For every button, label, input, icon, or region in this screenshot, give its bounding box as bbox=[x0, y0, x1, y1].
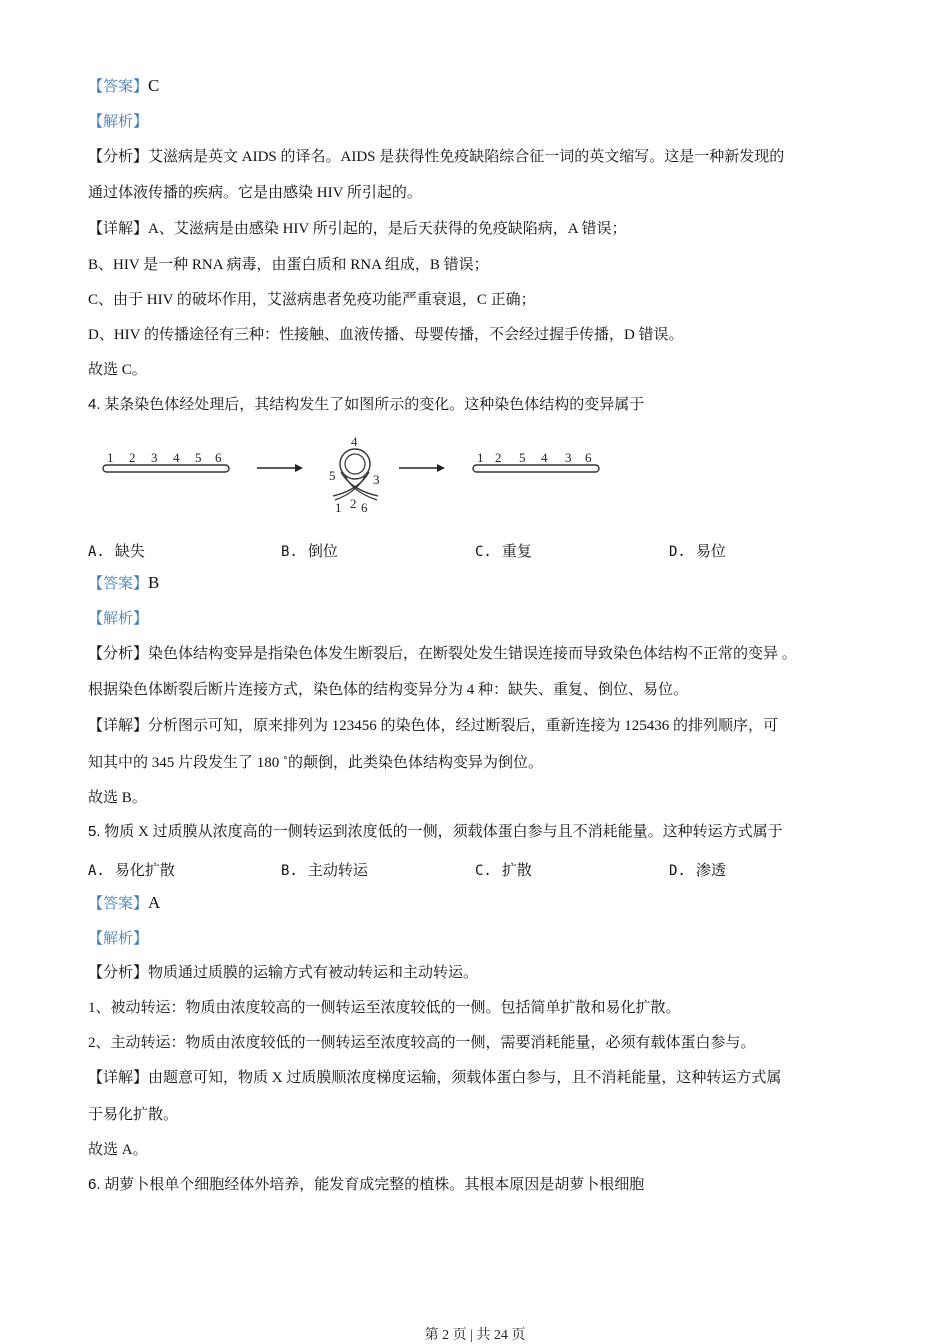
orig-label-3: 3 bbox=[151, 450, 158, 465]
q5-option-c[interactable]: C. 扩散 bbox=[475, 863, 532, 879]
q4-answer-line bbox=[88, 573, 159, 594]
q3-answer-line bbox=[88, 76, 159, 97]
loop-inner bbox=[345, 454, 365, 474]
q5-analysis-tag: 【解析】 bbox=[88, 931, 149, 947]
q4-fenxi-line1: 【分析】染色体结构变异是指染色体发生断裂后，在断裂处发生错误连接而导致染色体结构不正常的变异 。 bbox=[88, 646, 797, 662]
q4-stem: 4. 某条染色体经处理后，其结构发生了如图所示的变化。这种染色体结构的变异属于 bbox=[88, 396, 645, 413]
question-number: 4. bbox=[88, 396, 101, 413]
q3-fenxi-line2: 通过体液传播的疾病。它是由感染 HIV 所引起的。 bbox=[88, 185, 422, 201]
q5-answer-line bbox=[88, 893, 160, 914]
q5-option-a[interactable]: A. 易化扩散 bbox=[88, 863, 175, 879]
result-label-5: 3 bbox=[565, 450, 572, 465]
detail-tag: 【详解】 bbox=[88, 221, 149, 237]
question-number: 6. bbox=[88, 1176, 101, 1193]
q3-fenxi-line1: 【分析】艾滋病是英文 AIDS 的译名。AIDS 是获得性免疫缺陷综合征一词的英文缩写。这是一种新发现的 bbox=[88, 149, 785, 165]
loop-label-left: 5 bbox=[329, 468, 336, 483]
loop-label-top: 4 bbox=[351, 434, 358, 449]
q4-analysis-tag: 【解析】 bbox=[88, 611, 149, 627]
answer-tag: 【答案】 bbox=[88, 576, 149, 592]
orig-label-5: 5 bbox=[195, 450, 202, 465]
q4-option-c[interactable]: C. 重复 bbox=[475, 544, 532, 560]
q4-option-b[interactable]: B. 倒位 bbox=[281, 544, 338, 560]
q3-conclusion: 故选 C。 bbox=[88, 362, 147, 378]
q5-fenxi-point2: 2、主动转运：物质由浓度较低的一侧转运至浓度较高的一侧，需要消耗能量，必须有载体蛋白参与。 bbox=[88, 1035, 756, 1051]
page-footer: 第 2 页 | 共 24 页 bbox=[424, 1328, 526, 1343]
result-label-1: 1 bbox=[477, 450, 484, 465]
original-chromosome bbox=[103, 465, 229, 472]
q5-fenxi-line1: 【分析】物质通过质膜的运输方式有被动转运和主动转运。 bbox=[88, 965, 479, 981]
q3-detail-line4: D、HIV 的传播途径有三种：性接触、血液传播、母婴传播，不会经过握手传播，D 错误。 bbox=[88, 327, 684, 343]
q5-fenxi-point1: 1、被动转运：物质由浓度较高的一侧转运至浓度较低的一侧。包括简单扩散和易化扩散。 bbox=[88, 1000, 681, 1016]
q4-detail-line2: 知其中的 345 片段发生了 180 ˚的颠倒，此类染色体结构变异为倒位。 bbox=[88, 755, 543, 771]
q5-option-b[interactable]: B. 主动转运 bbox=[281, 863, 368, 879]
result-label-2: 2 bbox=[495, 450, 502, 465]
detail-tag: 【详解】 bbox=[88, 1070, 149, 1086]
q3-analysis-tag: 【解析】 bbox=[88, 114, 149, 130]
q5-detail-line2: 于易化扩散。 bbox=[88, 1107, 179, 1123]
chromosome-inversion-figure bbox=[95, 432, 615, 522]
q4-fenxi-line2: 根据染色体断裂后断片连接方式，染色体的结构变异分为 4 种：缺失、重复、倒位、易位。 bbox=[88, 682, 689, 698]
answer-tag: 【答案】 bbox=[88, 896, 149, 912]
loop-label-right: 3 bbox=[373, 472, 380, 487]
fenxi-tag: 【分析】 bbox=[88, 149, 149, 165]
loop-label-bottom-2: 2 bbox=[350, 496, 357, 511]
orig-label-6: 6 bbox=[215, 450, 222, 465]
orig-label-4: 4 bbox=[173, 450, 180, 465]
result-label-6: 6 bbox=[585, 450, 592, 465]
q4-option-d[interactable]: D. 易位 bbox=[669, 544, 726, 560]
answer-value: A bbox=[148, 893, 161, 912]
loop-label-bottom-1: 1 bbox=[335, 500, 342, 515]
q4-detail-line1: 【详解】分析图示可知，原来排列为 123456 的染色体，经过断裂后，重新连接为 125436 的排列顺序，可 bbox=[88, 718, 779, 734]
q5-stem: 5. 物质 X 过质膜从浓度高的一侧转运到浓度低的一侧，须载体蛋白参与且不消耗能量。这种转运方式属于 bbox=[88, 823, 783, 840]
q3-detail-line3: C、由于 HIV 的破坏作用，艾滋病患者免疫功能严重衰退，C 正确； bbox=[88, 292, 536, 308]
detail-tag: 【详解】 bbox=[88, 718, 149, 734]
q3-detail-line1: 【详解】A、艾滋病是由感染 HIV 所引起的，是后天获得的免疫缺陷病，A 错误； bbox=[88, 221, 627, 237]
result-chromosome bbox=[473, 465, 599, 472]
orig-label-2: 2 bbox=[129, 450, 136, 465]
q3-detail-line2: B、HIV 是一种 RNA 病毒，由蛋白质和 RNA 组成，B 错误； bbox=[88, 257, 489, 273]
answer-tag: 【答案】 bbox=[88, 79, 149, 95]
chromosome-diagram bbox=[95, 432, 615, 522]
loop-label-bottom-3: 6 bbox=[361, 500, 368, 515]
q5-option-d[interactable]: D. 渗透 bbox=[669, 863, 726, 879]
q5-conclusion: 故选 A。 bbox=[88, 1142, 148, 1158]
result-label-4: 4 bbox=[541, 450, 548, 465]
result-label-3: 5 bbox=[519, 450, 526, 465]
orig-label-1: 1 bbox=[107, 450, 114, 465]
arrow-icon bbox=[295, 464, 303, 472]
arrow-icon bbox=[437, 464, 445, 472]
question-number: 5. bbox=[88, 823, 101, 840]
q6-stem: 6. 胡萝卜根单个细胞经体外培养，能发育成完整的植株。其根本原因是胡萝卜根细胞 bbox=[88, 1176, 645, 1193]
fenxi-tag: 【分析】 bbox=[88, 646, 149, 662]
q4-option-a[interactable]: A. 缺失 bbox=[88, 544, 145, 560]
q4-conclusion: 故选 B。 bbox=[88, 790, 147, 806]
q5-detail-line1: 【详解】由题意可知，物质 X 过质膜顺浓度梯度运输，须载体蛋白参与，且不消耗能量，这种转运方式属 bbox=[88, 1070, 782, 1086]
answer-value: C bbox=[148, 76, 160, 95]
fenxi-tag: 【分析】 bbox=[88, 965, 149, 981]
answer-value: B bbox=[148, 573, 160, 592]
